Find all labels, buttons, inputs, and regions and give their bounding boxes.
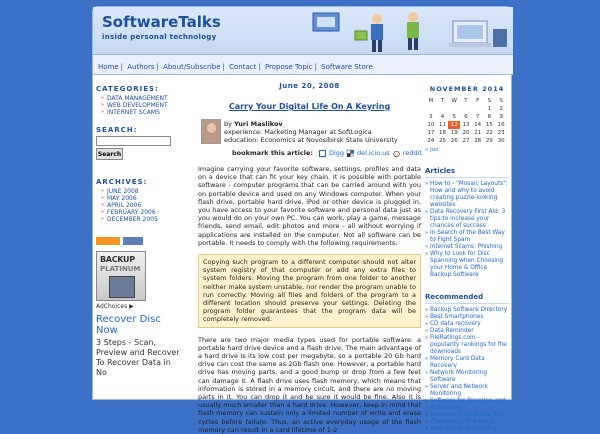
category-item[interactable]: » INTERNET SCAMS: [102, 109, 182, 116]
recommended-link[interactable]: » Software for Blogging and Podcasting: [425, 398, 509, 412]
page-frame: [92, 6, 512, 434]
backup-platinum-ad-image[interactable]: [96, 251, 146, 301]
site-tagline: inside personal technology: [102, 33, 217, 41]
rss-badge-icon[interactable]: [96, 237, 120, 245]
nav-separator: |: [222, 63, 225, 71]
author-experience: experience: Marketing Manager at SoftLogica: [224, 128, 372, 136]
articles-list: [425, 181, 509, 279]
calendar-day: 6: [464, 114, 468, 120]
search-button[interactable]: Search: [96, 148, 123, 160]
calendar-day: 11: [439, 122, 447, 128]
search-input[interactable]: [96, 136, 171, 146]
calendar-day: 26: [450, 138, 458, 144]
calendar-weekday: M: [428, 98, 434, 104]
right-sidebar: [425, 85, 509, 433]
bookmark-row: [198, 149, 421, 157]
recommended-title: Recommended: [425, 293, 509, 304]
software-box-icon: [109, 276, 135, 298]
calendar-day: [425, 105, 437, 113]
archive-item[interactable]: » DECEMBER 2005: [102, 216, 182, 223]
ad-image-line2: PLATINUM: [100, 265, 141, 273]
main-content: [198, 82, 421, 434]
archives-title: ARCHIVES:: [96, 178, 148, 186]
nav-contact[interactable]: Contact: [229, 63, 257, 71]
archive-item[interactable]: » APRIL 2006: [102, 202, 182, 209]
archive-item[interactable]: » MAY 2006: [102, 195, 182, 202]
calendar-day: [437, 105, 449, 113]
calendar-day: 5: [452, 114, 456, 120]
calendar-title: NOVEMBER 2014: [429, 85, 505, 93]
calendar-day: 20: [462, 130, 470, 136]
recommended-link[interactable]: » Web Server Monitoring: [425, 426, 509, 433]
nav-separator: |: [314, 63, 317, 71]
recommended-link[interactable]: » Best Smartphones: [425, 314, 509, 321]
article-link[interactable]: » How to - "Mosaic Layouts": How and why to avoid creating puzzle-looking websites: [425, 181, 509, 209]
feed-badge-icon[interactable]: [123, 237, 143, 245]
calendar-weekday: W: [451, 98, 457, 104]
recommended-link[interactable]: » Network Monitoring Software: [425, 370, 509, 384]
calendar-weekday: T: [440, 98, 445, 104]
calendar-day: 7: [475, 114, 480, 120]
digg-icon[interactable]: [319, 150, 326, 157]
calendar-day: 3: [429, 114, 433, 120]
calendar-day: 12: [448, 121, 460, 129]
nav-propose-topic[interactable]: Propose Topic: [264, 63, 313, 71]
calendar-day: 28: [474, 138, 482, 144]
calendar-weekday: S: [487, 98, 492, 104]
calendar-day: 10: [427, 122, 435, 128]
category-item[interactable]: » WEB DEVELOPMENT: [102, 102, 182, 109]
calendar-day: [448, 105, 460, 113]
calendar-day: 4: [440, 114, 445, 120]
recommended-link[interactable]: » Backup Software Directory: [425, 307, 509, 314]
calendar-day: 1: [487, 106, 492, 112]
calendar-day: [460, 105, 472, 113]
digg-link[interactable]: Digg: [328, 149, 345, 157]
nav-authors[interactable]: Authors: [127, 63, 155, 71]
calendar-prev-link[interactable]: « Jun: [425, 147, 439, 153]
calendar-day: 27: [462, 138, 470, 144]
author-box: [198, 119, 421, 149]
post-paragraph: There are two major media types used for portable software: a portable hard drive device and a flash drive. The main advantage of a hard drive is its low cost per megabyte, so a portable 20 Gb hard drive can cost the same as 2Gb flash one. However, a portable hard drive has moving parts, and a good bump or drop from a few feet can damage it. A flash drive uses flash memory, which means that information is stored in a memory circuit, and there are no moving parts in it. You can drop it and be sure it would be fine. Also it is usually much smaller than a hard drive. However, keep in mind that flash memory can sustain only a limited number of write and erase cycles before failure. Thus, an active everyday usage of the flash memory can result in a card lifetime of 1-2: [198, 335, 421, 434]
calendar-day: 16: [497, 122, 505, 128]
calendar-weekday: T: [464, 98, 468, 104]
calendar-day: 15: [485, 122, 493, 128]
post-title[interactable]: Carry Your Digital Life On A Keyring: [228, 102, 391, 111]
feed-badges: [96, 237, 182, 245]
calendar-day: 9: [499, 114, 503, 120]
delicious-link[interactable]: del.icio.us: [357, 149, 390, 157]
nav-separator: |: [258, 63, 261, 71]
calendar-day: 2: [499, 106, 503, 112]
recommended-list: [425, 307, 509, 433]
ad-image-line1: BACKUP: [100, 255, 135, 264]
reddit-icon[interactable]: [393, 150, 400, 157]
article-link[interactable]: » Data Recovery First Aid: 3 tips to increase your chances of success: [425, 209, 509, 230]
author-prefix: by: [224, 120, 232, 128]
recommended-link[interactable]: » FileRatings.com - popularity rankings for file downloads: [425, 335, 509, 356]
calendar-day: 17: [427, 130, 435, 136]
delicious-icon[interactable]: [347, 150, 354, 157]
calendar-day: 24: [427, 138, 435, 144]
article-link[interactable]: » In Search of the Best Way to Fight Spam: [425, 230, 509, 244]
left-sidebar: [96, 85, 182, 378]
category-item[interactable]: » DATA MANAGEMENT: [102, 95, 182, 102]
search-title: SEARCH:: [96, 126, 138, 134]
post-highlight-box: Copying such program to a different computer should not alter system registry of that computer or add any extra files to system folders. Moving the program from one folder to another neither make system unstable, nor render the program unable to run correctly. Moving all files and folders of the program to a different location should preserve your settings. Deleting the program folder guarantees that the program data will be completely removed.: [198, 254, 421, 328]
archives-list: [102, 188, 182, 223]
nav-software-store[interactable]: Software Store: [321, 63, 373, 71]
calendar-day: 8: [487, 114, 492, 120]
reddit-link[interactable]: reddit: [402, 149, 422, 157]
calendar-day: 30: [497, 138, 505, 144]
header-illustration-icon: [303, 7, 513, 55]
categories-title: CATEGORIES:: [96, 85, 159, 93]
nav-home[interactable]: Home: [98, 63, 119, 71]
author-info: [224, 120, 398, 144]
author-avatar: [201, 119, 221, 144]
calendar-day: 18: [439, 130, 447, 136]
article-link[interactable]: » Why to Look for Disc Spanning when Choosing your Home & Office Backup Software: [425, 251, 509, 279]
nav-about[interactable]: About/Subscribe: [163, 63, 221, 71]
post-date: June 20, 2008: [279, 82, 340, 90]
ad-text: 3 Steps - Scan, Preview and Recover To Recover Data in No: [96, 338, 180, 377]
archive-item[interactable]: » FEBRUARY 2006: [102, 209, 182, 216]
site-header: [93, 7, 513, 55]
nav-separator: |: [156, 63, 159, 71]
adchoices-label[interactable]: AdChoices ▶: [96, 303, 134, 310]
nav-separator: |: [120, 63, 124, 71]
calendar-day: 25: [439, 138, 447, 144]
calendar: [425, 97, 507, 145]
articles-title: Articles: [425, 167, 509, 178]
calendar-day: 13: [462, 122, 470, 128]
article-link[interactable]: » Internet Scams: Phishing: [425, 244, 509, 251]
bookmark-label: bookmark this article:: [232, 149, 313, 157]
categories-list: [102, 95, 182, 116]
calendar-weekday: S: [499, 98, 503, 104]
calendar-day: 14: [474, 122, 482, 128]
ad-title[interactable]: Recover Disc Now: [96, 314, 161, 336]
post-paragraph: Imagine carrying your favorite software, settings, profiles and data on a device that can fit your key chain. It is possible with portable software - computer programs that can be carried around with you on portable device and used on any Windows computer. When your flash drive, portable hard drive, iPod or other device is plugged in, you have access to your favorite software and personal data just as you would do on your own PC. You can work, play a game, message friends, send email, edit photos and more - all without worrying if applications are installed on the computer. Not all software can be portable. It needs to comply with the following requirements.: [198, 165, 421, 247]
author-education: education: Economics at Novosibirsk State University: [224, 136, 398, 144]
calendar-day: [472, 105, 484, 113]
calendar-day: 21: [474, 130, 482, 136]
calendar-day: 22: [485, 130, 493, 136]
recommended-link[interactable]: » The History of Backup: [425, 419, 509, 426]
recommended-link[interactable]: » Software to undelete files: [425, 412, 509, 419]
archive-item[interactable]: » JUNE 2008: [102, 188, 182, 195]
calendar-day: 29: [485, 138, 493, 144]
recommended-link[interactable]: » CD data recovery: [425, 321, 509, 328]
site-title[interactable]: SoftwareTalks: [102, 13, 221, 31]
calendar-day: 19: [450, 130, 458, 136]
calendar-weekday: F: [476, 98, 480, 104]
recommended-link[interactable]: » Server and Network Monitoring: [425, 384, 509, 398]
recommended-link[interactable]: » Data Reminder: [425, 328, 509, 335]
calendar-day: 23: [497, 130, 505, 136]
top-nav: [93, 55, 513, 75]
author-name[interactable]: Yuri Maslikov: [234, 120, 283, 128]
recommended-link[interactable]: » Memory Card Data Recovery: [425, 356, 509, 370]
